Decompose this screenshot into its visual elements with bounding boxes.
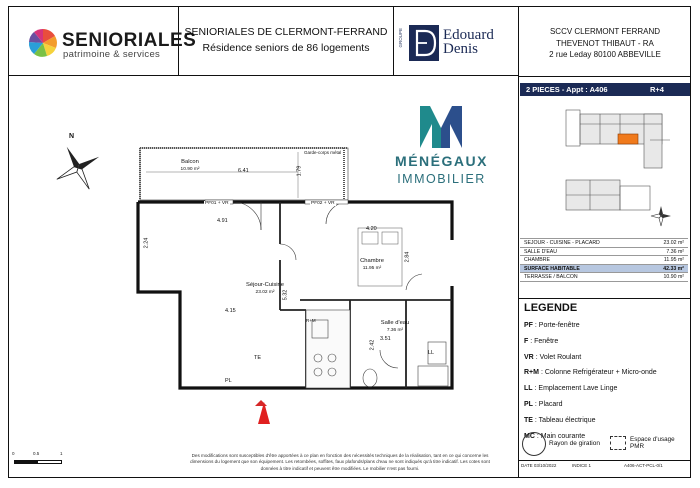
legend-code: LL	[524, 385, 533, 393]
radius-circle-icon	[522, 432, 546, 456]
balcony	[140, 148, 348, 200]
apartment-type: 2 PIECES - Appt : A406	[526, 85, 608, 94]
legend-text: : Fenêtre	[530, 337, 559, 345]
scale-bar	[14, 460, 62, 464]
owner-address	[519, 26, 691, 61]
surface-value: 7.36 m²	[666, 248, 684, 255]
legend-title: LEGENDE	[524, 302, 578, 314]
scale-label-0: 0	[12, 451, 15, 456]
te-label: TE	[254, 355, 262, 361]
legend-code: VR	[524, 353, 534, 361]
surface-row	[520, 239, 688, 248]
pl-label: PL	[225, 378, 232, 384]
bathroom-area: 7.36 m²	[386, 328, 404, 333]
surface-label: TERRASSE / BALCON	[524, 274, 578, 280]
partner-name-1: Edouard	[443, 27, 494, 43]
partner-group-label: GROUPE	[398, 28, 403, 48]
legend-code: MC	[524, 432, 535, 440]
divider	[519, 460, 691, 461]
dimension-641: 6.41	[238, 168, 249, 174]
footer-index: INDICE 1	[572, 463, 592, 468]
header-divider	[393, 6, 394, 76]
scale-label-05: 0.5	[33, 451, 40, 456]
senioriales-logo-icon	[28, 28, 58, 58]
balcony-name: Balcon	[181, 159, 199, 165]
north-label: N	[69, 133, 75, 140]
divider	[519, 298, 691, 299]
legend-code: R+M	[524, 369, 539, 377]
legend-item	[524, 413, 684, 429]
guard-label: Garde-corps métal	[304, 150, 342, 155]
bathroom-name: Salle d'eau	[380, 320, 410, 326]
legend-text: : Colonne Refrigérateur + Micro-onde	[540, 369, 657, 377]
apartment-floor: R+4	[650, 85, 664, 94]
surface-row	[520, 248, 688, 257]
legend-code: PF	[524, 322, 533, 329]
north-arrow-icon	[50, 140, 106, 196]
door-pf02: PF02 + VR	[311, 201, 335, 206]
compass-small-icon	[650, 205, 672, 227]
surface-label: SALLE D'EAU	[524, 248, 557, 255]
legend-text: : Tableau électrique	[534, 416, 596, 424]
legend-list	[524, 318, 684, 444]
bathroom-label	[375, 320, 415, 334]
legend-item	[524, 350, 684, 366]
legend-item	[524, 318, 684, 334]
surface-row-total	[520, 265, 688, 274]
divider	[519, 76, 691, 77]
pmr-space-icon	[610, 436, 626, 450]
legend-item	[524, 381, 684, 397]
scale-label-1: 1	[60, 451, 63, 456]
legend-item	[524, 397, 684, 413]
surface-value: 23.02 m²	[663, 240, 684, 246]
surface-value: 42.33 m²	[663, 265, 684, 272]
bedroom-area: 11.95 m²	[362, 266, 382, 271]
surfaces-table	[520, 238, 688, 282]
bedroom-label	[350, 258, 394, 272]
surface-label: SEJOUR - CUISINE - PLACARD	[524, 240, 600, 246]
project-title-line2: Résidence seniors de 86 logements	[202, 42, 370, 54]
dimension-179: 1.79	[296, 165, 303, 177]
door-pf01: PF01 + VR	[205, 201, 229, 206]
footer-date: DATE 03/10/2022	[521, 463, 557, 468]
project-title	[179, 24, 393, 56]
surface-label: CHAMBRE	[524, 257, 550, 263]
living-name: Séjour-Cuisine	[245, 282, 285, 288]
legend-text: : Emplacement Lave Linge	[534, 385, 618, 393]
dimension-491: 4.91	[217, 218, 228, 224]
balcony-area: 10.90 m²	[180, 167, 200, 172]
legend-code: PL	[524, 400, 533, 408]
surface-value: 11.95 m²	[663, 257, 684, 263]
legend-text: : Main courante	[536, 432, 586, 440]
edouard-denis-logo-icon	[409, 25, 439, 61]
balcony-label	[170, 159, 210, 173]
bed	[358, 228, 402, 286]
rm-label: R+M	[306, 318, 316, 323]
legend-code: F	[524, 337, 529, 345]
dimension-351: 3.51	[380, 336, 391, 342]
exterior-walls	[138, 202, 452, 388]
dimension-415: 4.15	[225, 308, 236, 314]
owner-line3: 2 rue Leday 80100 ABBEVILLE	[549, 50, 661, 59]
legend-text: : Volet Roulant	[535, 353, 582, 361]
brand-subtitle: patrimoine & services	[63, 49, 161, 60]
dimension-224: 2.24	[143, 237, 150, 249]
dimension-284: 2.84	[404, 251, 411, 263]
surface-row	[520, 273, 688, 282]
radius-label: Rayon de giration	[549, 440, 600, 447]
project-title-line1: SENIORIALES DE CLERMONT-FERRAND	[184, 26, 388, 38]
surface-value: 10.90 m²	[663, 274, 684, 280]
bedroom-name: Chambre	[360, 258, 384, 264]
surface-label: SURFACE HABITABLE	[524, 265, 580, 272]
pmr-space-label: Espace d'usage PMR	[630, 436, 675, 450]
dimension-532: 5.32	[282, 289, 289, 301]
owner-line1: SCCV CLERMONT FERRAND	[549, 27, 661, 36]
footer-reference: A406-ACT-PCL-0/1	[624, 463, 663, 468]
floor-plan	[130, 140, 455, 410]
entrance-arrow-icon	[258, 402, 270, 424]
partner-name-2: Denis	[443, 41, 478, 57]
scale-bar-fill	[15, 461, 38, 463]
legend-item	[524, 365, 684, 381]
ll-label: LL	[428, 350, 435, 356]
menegaux-subtitle: IMMOBILIER	[397, 172, 486, 186]
brand-name: SENIORIALES	[62, 30, 197, 51]
apartment-bar	[520, 83, 690, 96]
legend-text: : Porte-fenêtre	[534, 322, 580, 329]
dimension-420: 4.20	[366, 226, 377, 232]
dimension-242: 2.42	[369, 339, 376, 351]
legend-item	[524, 334, 684, 350]
surface-row	[520, 256, 688, 265]
owner-line2: THEVENOT THIBAUT - RA	[556, 38, 654, 48]
disclaimer: Des modifications sont susceptibles d'être apportées à ce plan en fonction des nécessités techniques de la réalisation, tant en ce qui concerne les dimensions du logement que son équipement. Les retombées, soffites, faux plafonds/plans d'eau ne sont indiqués qu'à titre indicatif. Les cotes sont données à titre indicatif et peuvent être modifiées. Le mobilier n'est pas fourni.	[190, 453, 490, 471]
menegaux-name: MÉNÉGAUX	[395, 153, 488, 169]
living-area: 23.02 m²	[255, 290, 275, 295]
legend-code: TE	[524, 416, 533, 424]
legend-text: : Placard	[534, 400, 563, 408]
